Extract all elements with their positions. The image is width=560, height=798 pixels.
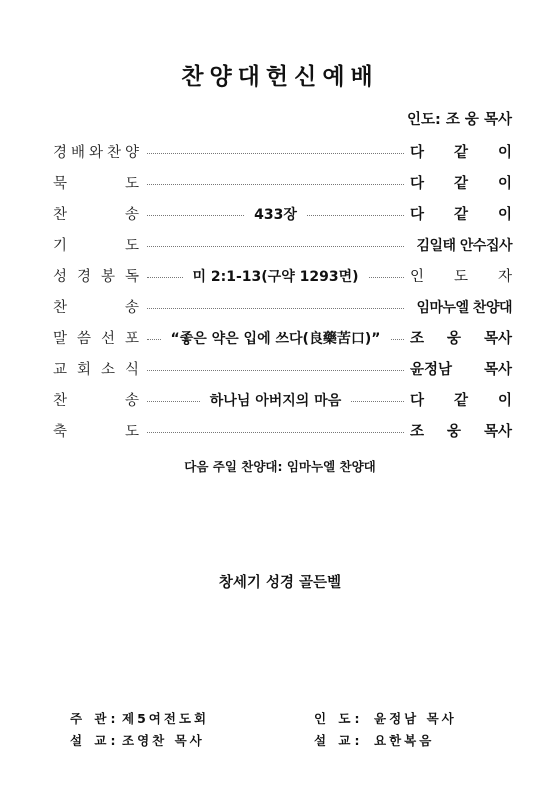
order-label: 찬 송	[53, 300, 139, 316]
order-label: 찬 송	[53, 393, 139, 409]
order-person: 조 웅 목사	[410, 331, 512, 347]
footer-host-value: 제5여전도회	[122, 711, 210, 726]
order-label: 기 도	[53, 238, 139, 254]
footer-right	[314, 708, 457, 752]
footer-sermon-value: 조영찬 목사	[122, 733, 205, 748]
dot-leader	[147, 151, 404, 152]
order-label: 축 도	[53, 424, 139, 440]
dot-leader	[147, 368, 404, 369]
dot-leader	[147, 266, 404, 286]
footer-left	[70, 708, 209, 752]
footer-sermon-label: 설 교:	[70, 733, 120, 748]
service-leader: 인도: 조 웅 목사	[407, 112, 512, 128]
order-label: 말 씀 선 포	[53, 331, 139, 347]
order-person: 다 같 이	[410, 145, 512, 161]
order-detail: 하나님 아버지의 마음	[209, 392, 342, 409]
footer-host-label: 주 관:	[70, 711, 120, 726]
order-person: 임마누엘 찬양대	[416, 299, 512, 316]
order-label: 교 회 소 식	[53, 362, 139, 378]
order-person: 조 웅 목사	[410, 424, 512, 440]
dot-leader	[147, 182, 404, 183]
next-week-choir-note: 다음 주일 찬양대: 임마누엘 찬양대	[184, 459, 376, 474]
order-detail: “좋은 약은 입에 쓰다(良藥苦口)”	[170, 330, 381, 347]
footer-lead-value: 윤정남 목사	[374, 711, 457, 726]
order-person: 인 도 자	[410, 269, 512, 285]
order-row	[53, 353, 512, 384]
footer-sermon2-label: 설 교:	[314, 733, 364, 748]
order-person: 다 같 이	[410, 176, 512, 192]
order-row	[53, 415, 512, 446]
order-detail-note: (구약 1293면)	[261, 268, 359, 285]
order-label: 찬 송	[53, 207, 139, 223]
order-detail: 433장	[254, 206, 297, 223]
order-of-worship	[53, 136, 512, 446]
footer-sermon2-value: 요한복음	[374, 733, 435, 748]
order-label: 성 경 봉 독	[53, 269, 139, 285]
order-row	[53, 260, 512, 291]
order-label: 묵 도	[53, 176, 139, 192]
order-person: 다 같 이	[410, 393, 512, 409]
order-person: 다 같 이	[410, 207, 512, 223]
bible-golden-bell-title: 창세기 성경 골든벨	[218, 575, 342, 591]
page-title: 찬양대헌신예배	[181, 64, 379, 90]
order-person: 김일태 안수집사	[416, 237, 512, 254]
order-label: 경 배 와 찬 양	[53, 145, 139, 161]
order-row	[53, 384, 512, 415]
order-detail: 미 2:1-13	[192, 268, 262, 285]
footer-lead-label: 인 도:	[314, 711, 364, 726]
order-row	[53, 322, 512, 353]
order-row	[53, 136, 512, 167]
dot-leader	[147, 430, 404, 431]
order-row	[53, 167, 512, 198]
dot-leader	[147, 204, 404, 224]
dot-leader	[147, 244, 404, 245]
order-person: 윤정남 목사	[410, 362, 512, 378]
order-row	[53, 291, 512, 322]
order-row	[53, 229, 512, 260]
dot-leader	[147, 306, 404, 307]
dot-leader	[147, 390, 404, 410]
dot-leader	[147, 328, 404, 348]
order-row	[53, 198, 512, 229]
